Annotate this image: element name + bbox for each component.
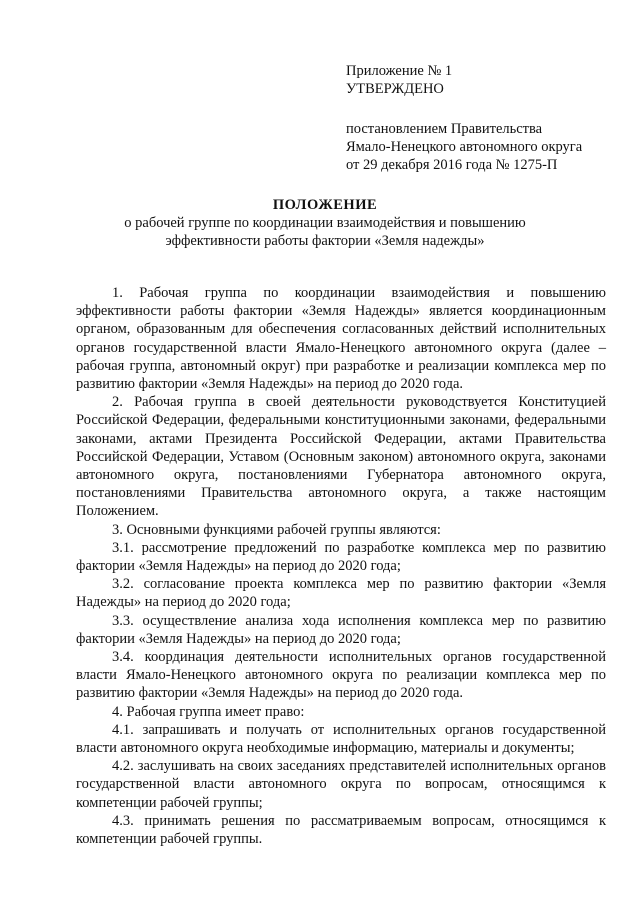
document-body: [76, 284, 606, 848]
paragraph-2: 2. Рабочая группа в своей деятельности руководствуется Конституцией Российской Федерации, федеральными конституционными законами, федеральными законами, актами Президента Российской Федерации, актами Правительства Российской Федерации, Уставом (Основным законом) автономного округа, законами автономного округа, постановлениями Губернатора автономного округа, постановлениями Правительства автономного округа, а также настоящим Положением.: [76, 394, 606, 520]
paragraph-3: 3. Основными функциями рабочей группы являются:: [112, 521, 441, 538]
title-subtitle-1: о рабочей группе по координации взаимодействия и повышению: [124, 215, 526, 231]
paragraph-3-4: 3.4. координация деятельности исполнительных органов государственной власти Ямало-Ненецкого автономного округа по реализации комплекса мер по развитию фактории «Земля Надежды» на период до 2020 года.: [76, 649, 606, 702]
paragraph-4-1: 4.1. запрашивать и получать от исполнительных органов государственной власти автономного округа необходимые информацию, материалы и документы;: [76, 721, 606, 757]
title-subtitle-2: эффективности работы фактории «Земля надежды»: [165, 233, 485, 249]
paragraph-3-2: 3.2. согласование проекта комплекса мер по развитию фактории «Земля Надежды» на период до 2020 года;: [76, 576, 606, 611]
paragraph-4-3: 4.3. принимать решения по рассматриваемым вопросам, относящимся к компетенции рабочей группы.: [76, 812, 606, 848]
approved-label: УТВЕРЖДЕНО: [346, 81, 444, 97]
paragraph-4-2: 4.2. заслушивать на своих заседаниях представителей исполнительных органов государственной власти автономного округа по вопросам, относящимся к компетенции рабочей группы;: [76, 758, 606, 811]
appendix-label: Приложение № 1: [346, 63, 453, 79]
title-heading: ПОЛОЖЕНИЕ: [272, 197, 378, 213]
approval-line-1: постановлением Правительства: [346, 121, 543, 137]
approval-line-2: Ямало-Ненецкого автономного округа: [346, 139, 583, 155]
paragraph-3-3: 3.3. осуществление анализа хода исполнения комплекса мер по развитию фактории «Земля Надежды» на период до 2020 года;: [76, 612, 606, 647]
paragraph-1: 1. Рабочая группа по координации взаимодействия и повышению эффективности работы фактории «Земля Надежды» является координационным органом, образованным для обеспечения согласованных действий исполнительных органов государственной власти Ямало-Ненецкого автономного округа (далее – рабочая группа, автономный округ) при разработке и реализации комплекса мер по развитию фактории «Земля Надежды» на период до 2020 года.: [76, 285, 606, 393]
paragraph-3-1: 3.1. рассмотрение предложений по разработке комплекса мер по развитию фактории «Земля Надежды» на период до 2020 года;: [76, 539, 606, 575]
approval-line-3: от 29 декабря 2016 года № 1275-П: [346, 157, 558, 173]
document-title: [70, 196, 580, 250]
approval-header: [346, 62, 626, 174]
paragraph-4: 4. Рабочая группа имеет право:: [112, 703, 305, 720]
